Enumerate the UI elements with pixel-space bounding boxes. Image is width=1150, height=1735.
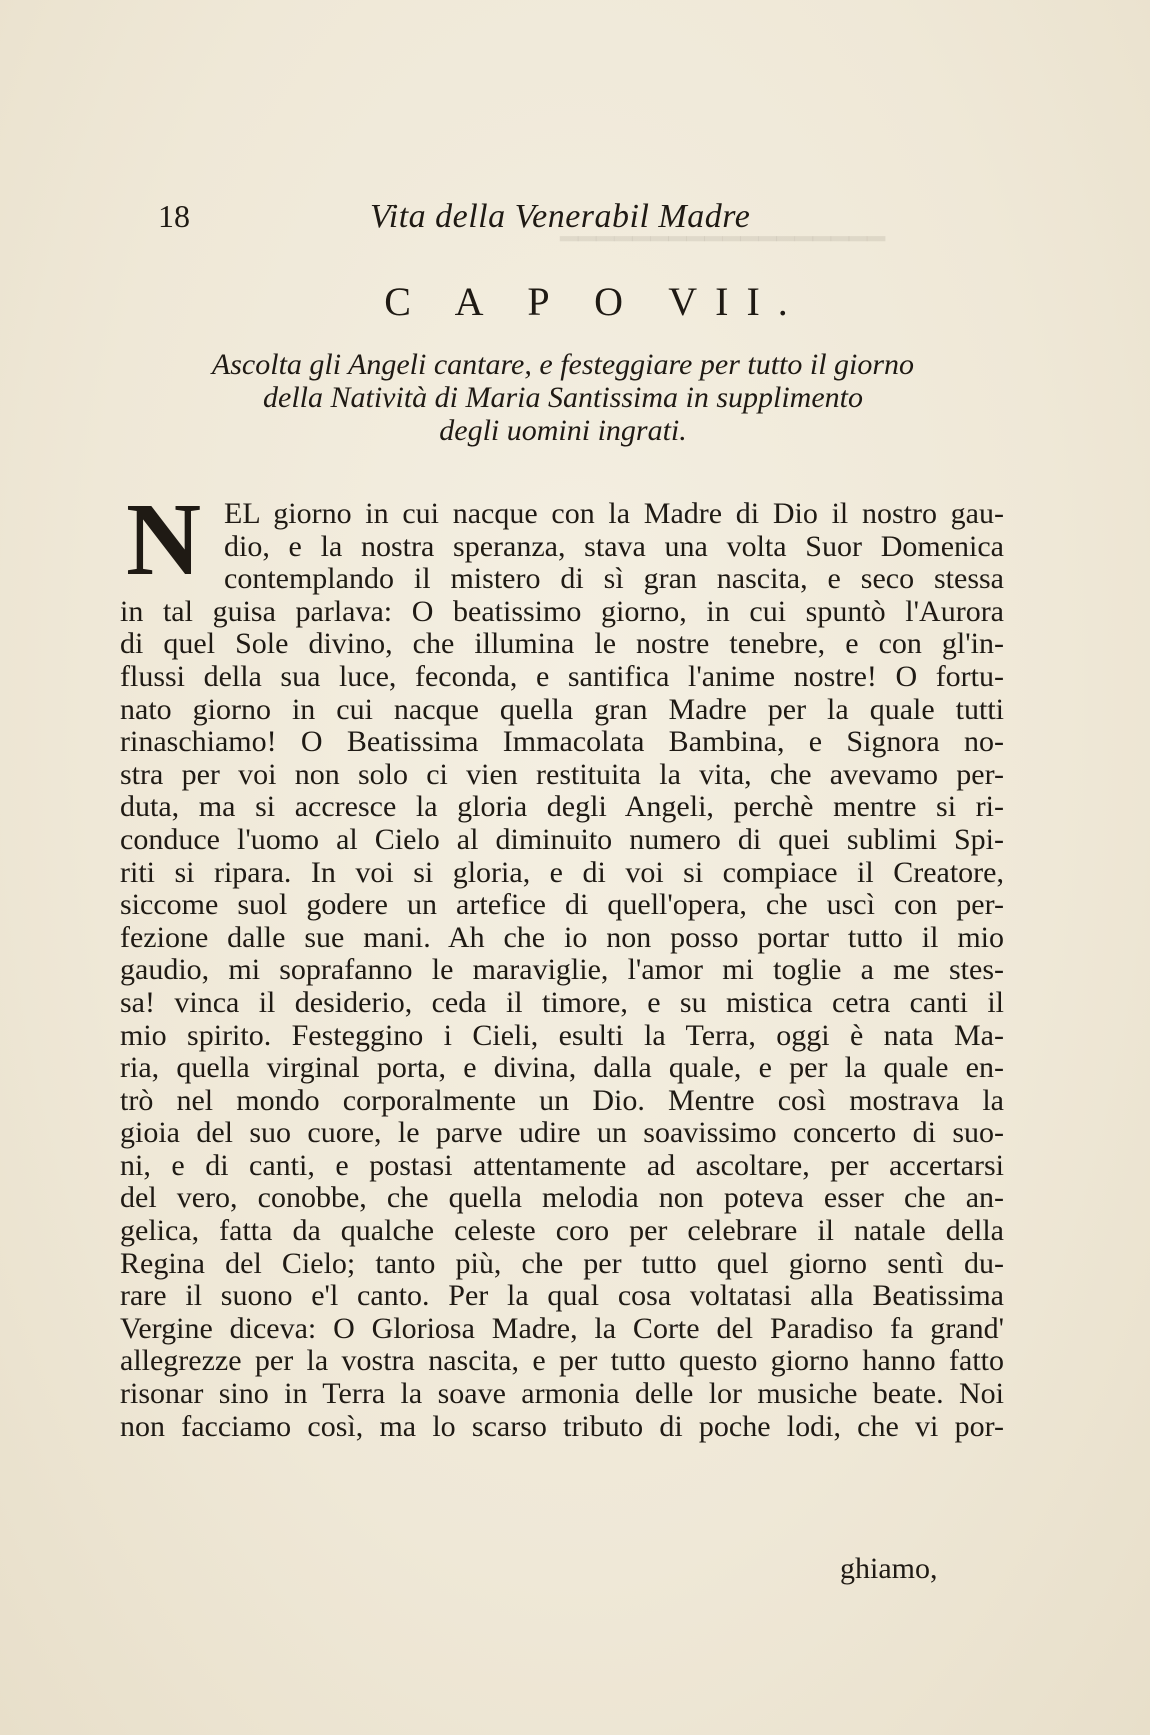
show-through-texture: ━━━━━━━━━━━━━━━━━━: [560, 223, 886, 256]
body-line: gelica, fatta da qualche celeste coro per celebrare il natale della: [120, 1214, 1004, 1248]
body-line: allegrezze per la vostra nascita, e per tutto questo giorno hanno fatto: [120, 1344, 1004, 1378]
body-line: siccome suol godere un artefice di quell'opera, che uscì con per-: [120, 888, 1004, 922]
body-line: trò nel mondo corporalmente un Dio. Mentre così mostrava la: [120, 1083, 1004, 1117]
body-line: ni, e di canti, e postasi attentamente ad ascoltare, per accertarsi: [120, 1148, 1004, 1182]
body-line: Vergine diceva: O Gloriosa Madre, la Corte del Paradiso fa grand': [120, 1311, 1004, 1345]
body-text: [120, 498, 1004, 1443]
chapter-title: C A P O VII.: [384, 279, 806, 324]
body-line: conduce l'uomo al Cielo al diminuito numero di quei sublimi Spi-: [120, 822, 1004, 856]
body-line: risonar sino in Terra la soave armonia delle lor musiche beate. Noi: [120, 1377, 1004, 1411]
body-line: mio spirito. Festeggino i Cieli, esulti la Terra, oggi è nata Ma-: [120, 1018, 1004, 1052]
body-line: del vero, conobbe, che quella melodia non poteva esser che an-: [120, 1181, 1004, 1215]
body-line: duta, ma si accresce la gloria degli Angeli, perchè mentre si ri-: [120, 790, 1004, 824]
body-line: flussi della sua luce, feconda, e santifica l'anime nostre! O fortu-: [120, 659, 1004, 693]
body-line: gaudio, mi soprafanno le maraviglie, l'amor mi toglie a me stes-: [120, 953, 1004, 987]
body-line: non facciamo così, ma lo scarso tributo di poche lodi, che vi por-: [120, 1409, 1004, 1443]
body-line: di quel Sole divino, che illumina le nostre tenebre, e con gl'in-: [120, 627, 1004, 661]
subtitle-line: Ascolta gli Angeli cantare, e festeggiare per tutto il giorno: [211, 348, 915, 381]
body-line: contemplando il mistero di sì gran nascita, e seco stessa: [224, 562, 1004, 596]
body-line: rinaschiamo! O Beatissima Immacolata Bambina, e Signora no-: [120, 725, 1004, 759]
body-line: stra per voi non solo ci vien restituita la vita, che avevamo per-: [120, 757, 1004, 791]
body-line: rare il suono e'l canto. Per la qual cosa voltatasi alla Beatissima: [120, 1279, 1004, 1313]
body-line: dio, e la nostra speranza, stava una volta Suor Domenica: [224, 529, 1004, 563]
body-line: EL giorno in cui nacque con la Madre di Dio il nostro gau-: [224, 497, 1004, 530]
chapter-subtitle: [128, 348, 998, 447]
body-line: sa! vinca il desiderio, ceda il timore, e su mistica cetra canti il: [120, 985, 1004, 1019]
body-line: riti si ripara. In voi si gloria, e di voi si compiace il Creatore,: [120, 855, 1004, 889]
page-header: [158, 198, 798, 238]
body-line: nato giorno in cui nacque quella gran Madre per la quale tutti: [120, 692, 1004, 726]
body-line: ria, quella virginal porta, e divina, dalla quale, e per la quale en-: [120, 1051, 1004, 1085]
body-line: gioia del suo cuore, le parve udire un soavissimo concerto di suo-: [120, 1116, 1004, 1150]
catchword: ghiamo,: [840, 1552, 938, 1585]
running-head: Vita della Venerabil Madre: [370, 198, 751, 235]
subtitle-line: degli uomini ingrati.: [439, 414, 687, 447]
subtitle-line: della Natività di Maria Santissima in supplimento: [263, 381, 863, 414]
body-line: in tal guisa parlava: O beatissimo giorno, in cui spuntò l'Aurora: [120, 594, 1004, 628]
body-line: Regina del Cielo; tanto più, che per tutto quel giorno sentì du-: [120, 1246, 1004, 1280]
page-number: 18: [158, 198, 190, 234]
body-line: fezione dalle sue mani. Ah che io non posso portar tutto il mio: [120, 920, 1004, 954]
drop-cap: N: [126, 482, 202, 597]
